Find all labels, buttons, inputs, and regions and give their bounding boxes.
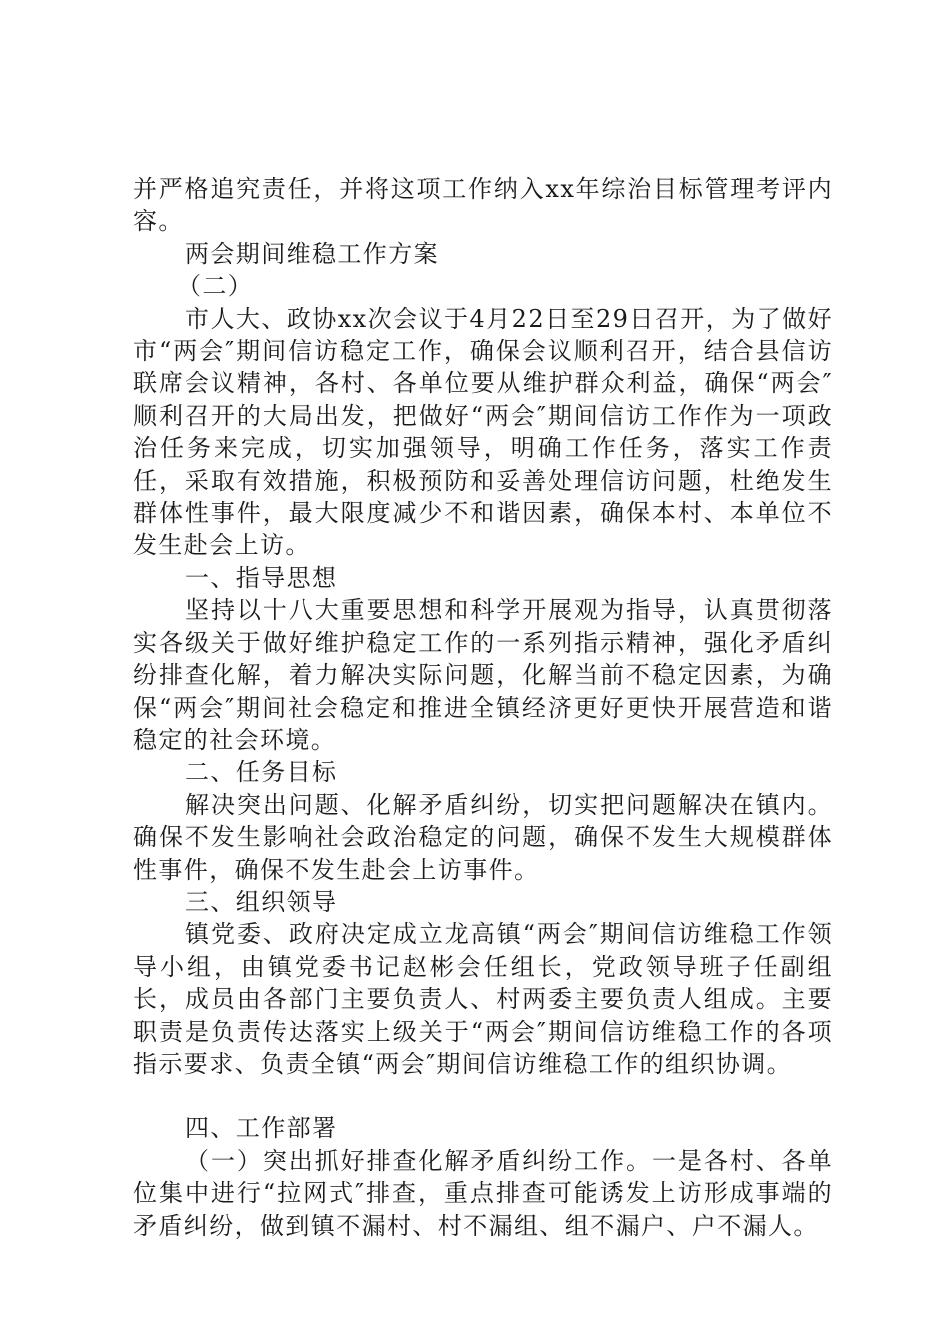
paragraph-task-goals: 解决突出问题、化解矛盾纠纷，切实把问题解决在镇内。确保不发生影响社会政治稳定的问题，确保不发生大规模群体性事件，确保不发生赴会上访事件。: [133, 790, 833, 884]
section-heading-task-goals: 二、任务目标: [185, 758, 338, 787]
document-body: [133, 173, 833, 1242]
document-title: 两会期间维稳工作方案: [185, 239, 439, 268]
paragraph-intro: 市人大、政协xx次会议于4月22日至29日召开，为了做好市“两会″期间信访稳定工作，确保会议顺利召开，结合县信访联席会议精神，各村、各单位要从维护群众利益，确保“两会″顺利召开的大局出发，把做好“两会″期间信访工作作为一项政治任务来完成，切实加强领导，明确工作任务，落实工作责任，采取有效措施，积极预防和妥善处理信访问题，杜绝发生群体性事件，最大限度减少不和谐因素，确保本村、本单位不发生赴会上访。: [133, 304, 833, 560]
section-heading-organization: 三、组织领导: [185, 887, 338, 916]
paragraph-guiding-ideology: 坚持以十八大重要思想和科学开展观为指导，认真贯彻落实各级关于做好维护稳定工作的一系列指示精神，强化矛盾纠纷排查化解，着力解决实际问题，化解当前不稳定因素，为确保“两会″期间社会稳定和推进全镇经济更好更快开展营造和谐稳定的社会环境。: [133, 596, 833, 754]
section-heading-work-deployment: 四、工作部署: [185, 1114, 338, 1143]
paragraph-organization: 镇党委、政府决定成立龙高镇“两会″期间信访维稳工作领导小组，由镇党委书记赵彬会任组长，党政领导班子任副组长，成员由各部门主要负责人、村两委主要负责人组成。主要职责是负责传达落实上级关于“两会″期间信访维稳工作的各项指示要求、负责全镇“两会″期间信访维稳工作的组织协调。: [133, 920, 833, 1078]
paragraph-continuation: 并严格追究责任，并将这项工作纳入xx年综治目标管理考评内容。: [133, 175, 833, 236]
section-heading-guiding-ideology: 一、指导思想: [185, 563, 338, 592]
document-subtitle: （二）: [177, 272, 254, 301]
paragraph-work-deployment: （一）突出抓好排查化解矛盾纠纷工作。一是各村、各单位集中进行“拉网式″排查，重点排查可能诱发上访形成事端的矛盾纠纷，做到镇不漏村、村不漏组、组不漏户、户不漏人。: [133, 1146, 833, 1240]
